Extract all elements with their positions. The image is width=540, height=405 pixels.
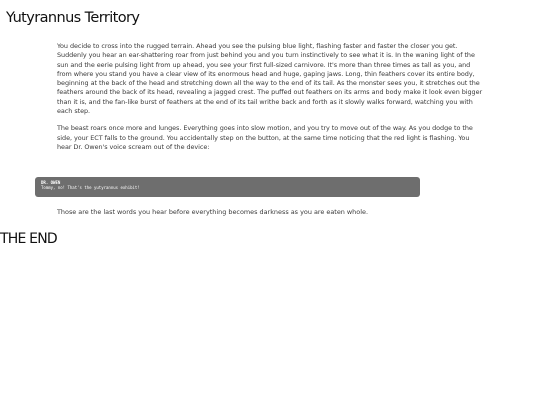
story-text (57, 42, 485, 152)
device-speaker: DR. OWEN (41, 180, 61, 185)
device-message-box (35, 177, 420, 197)
story-paragraph: You decide to cross into the rugged terrain. Ahead you see the pulsing blue light, flashing faster and faster the closer you get. Suddenly you hear an ear-shattering roar from just behind you and you turn instinctively to see what it is. In the waning light of the sun and the eerie pulsing light from up ahead, you see your first full-sized carnivore. It's more than three times as tall as you, and from where you stand you have a clear view of its enormous head and huge, gaping jaws. Long, thin feathers cover its entire body, beginning at the back of the head and stretching down all the way to the end of its tail. As the monster sees you, it stretches out the feathers around the back of its head, revealing a jagged crest. The puffed out feathers on its arms and body make it look even bigger than it is, and the fan-like burst of feathers at the end of its tail writhe back and forth as it slowly walks forward, watching you with each step. (57, 42, 483, 116)
story-paragraph: The beast roars once more and lunges. Everything goes into slow motion, and you try to move out of the way. As you dodge to the side, your ECT falls to the ground. You accidentally step on the button, at the same time noticing that the red light is flashing. You hear Dr. Owen's voice scream out of the device: (57, 124, 473, 151)
ending-heading: THE END (0, 231, 57, 247)
page-title: Yutyrannus Territory (6, 10, 140, 26)
device-message-text: Tommy, no! That's the yutyrannus exhibit! (41, 185, 140, 191)
final-paragraph: Those are the last words you hear before everything becomes darkness as you are eaten whole. (57, 208, 368, 216)
